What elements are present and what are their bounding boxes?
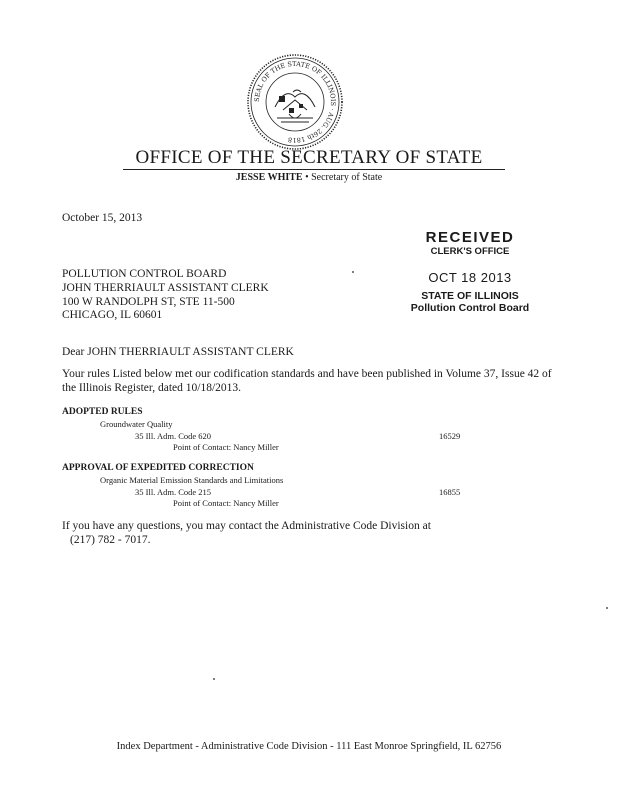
scan-speck <box>606 607 608 609</box>
stamp-date: OCT 18 2013 <box>428 270 512 285</box>
section-page: 16529 <box>439 431 461 441</box>
office-title: OFFICE OF THE SECRETARY OF STATE <box>135 147 483 168</box>
eagle-icon <box>275 90 315 122</box>
bullet-separator: • <box>305 172 312 183</box>
secretary-name: JESSE WHITE <box>235 172 303 183</box>
salutation: Dear JOHN THERRIAULT ASSISTANT CLERK <box>62 346 294 358</box>
address-line: CHICAGO, IL 60601 <box>62 309 163 322</box>
secretary-title: Secretary of State <box>311 172 383 183</box>
section-heading: APPROVAL OF EXPEDITED CORRECTION <box>62 463 254 473</box>
section-contact: Point of Contact: Nancy Miller <box>173 442 279 452</box>
stamp-board: Pollution Control Board <box>410 302 530 314</box>
section-page: 16855 <box>439 487 461 497</box>
section-subject: Organic Material Emission Standards and Limitations <box>100 475 284 485</box>
state-seal <box>245 52 345 152</box>
address-line: JOHN THERRIAULT ASSISTANT CLERK <box>62 281 269 294</box>
contact-phone: (217) 782 - 7017. <box>70 534 151 546</box>
address-line: 100 W RANDOLPH ST, STE 11-500 <box>62 295 235 308</box>
svg-text:SEAL OF THE STATE OF ILLINOIS <box>253 60 337 144</box>
section-heading: ADOPTED RULES <box>62 407 143 417</box>
letter-date: October 15, 2013 <box>62 212 143 224</box>
stamp-state: STATE OF ILLINOIS <box>421 290 519 302</box>
body-paragraph: Your rules Listed below met our codification standards and have been published in Volume 37, Issue 42 of the Illinois Register, dated 10/18/2013. <box>62 368 552 394</box>
address-line: POLLUTION CONTROL BOARD <box>62 268 227 280</box>
stamp-office: CLERK'S OFFICE <box>430 246 510 257</box>
section-contact: Point of Contact: Nancy Miller <box>173 498 279 508</box>
header-divider <box>123 169 505 170</box>
section-code: 35 Ill. Adm. Code 620 <box>135 431 212 441</box>
recipient-address <box>62 268 269 323</box>
section-code: 35 Ill. Adm. Code 215 <box>135 487 212 497</box>
section-subject: Groundwater Quality <box>100 419 173 429</box>
secretary-line <box>0 172 618 183</box>
closing-paragraph: If you have any questions, you may contact the Administrative Code Division at <box>62 520 431 532</box>
stamp-received: RECEIVED <box>425 229 515 246</box>
scan-speck <box>213 678 215 680</box>
scan-speck <box>352 271 354 273</box>
received-stamp <box>400 230 540 314</box>
seal-ring-text: SEAL OF THE STATE OF ILLINOIS · AUG. 26th 1818 <box>252 59 338 145</box>
page-footer: Index Department - Administrative Code Division - 111 East Monroe Springfield, IL 62756 <box>116 741 502 752</box>
